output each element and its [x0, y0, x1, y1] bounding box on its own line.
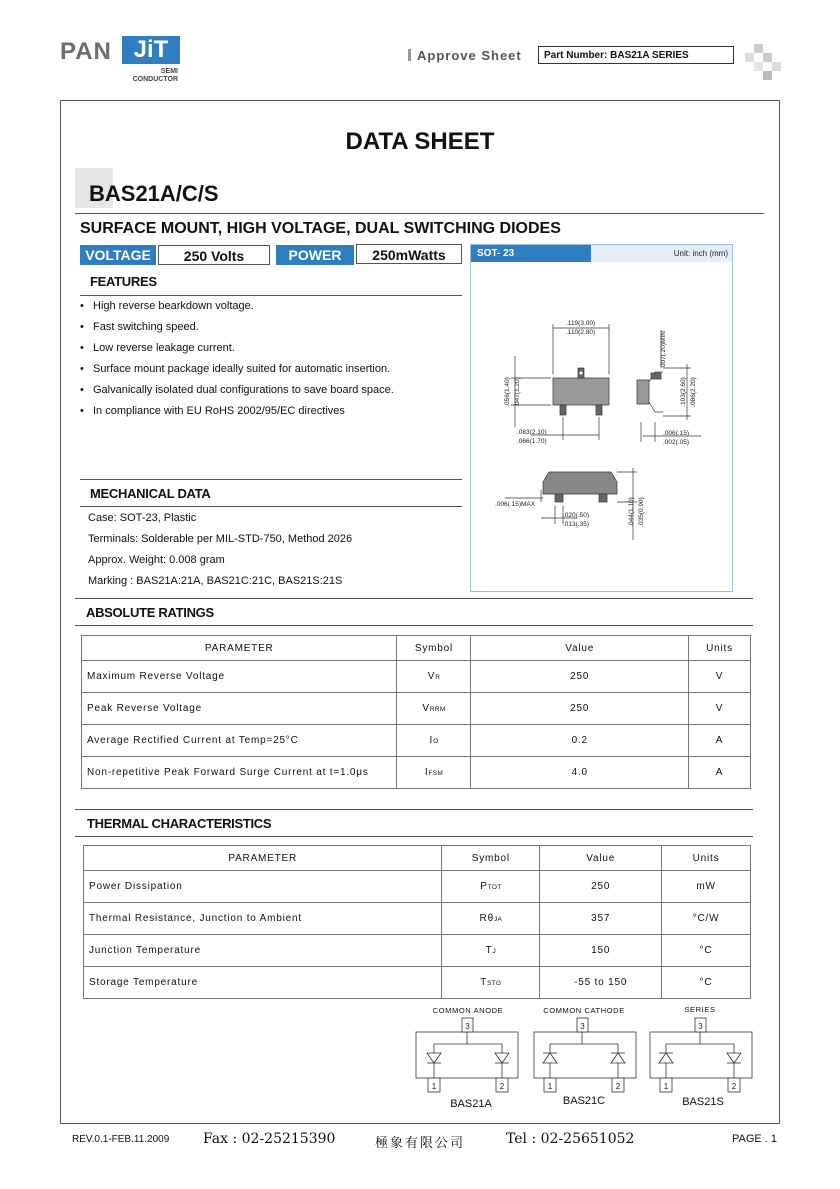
dim-body-h2: .035(0.90)	[638, 497, 645, 527]
package-header	[471, 245, 732, 262]
param-cell: Storage Temperature	[84, 967, 442, 999]
dim-w-top1: .119(3.00)	[566, 320, 596, 327]
absolute-heading: ABSOLUTE RATINGS	[86, 605, 214, 620]
divider	[75, 625, 753, 626]
pattern-square	[763, 53, 772, 62]
table-row	[84, 935, 751, 967]
dim-side-h1: .103(2.60)	[680, 377, 687, 407]
lead-br	[596, 405, 602, 415]
unit-cell: A	[689, 725, 751, 757]
absolute-ratings-table	[81, 635, 751, 789]
page-number: PAGE . 1	[732, 1133, 778, 1145]
logo-subtitle	[124, 68, 178, 84]
revision-label: REV.0.1-FEB.11.2009	[72, 1134, 170, 1145]
logo-accent: JiT	[122, 36, 180, 64]
circuit-label: BAS21S	[682, 1096, 724, 1108]
page-title: DATA SHEET	[345, 128, 495, 155]
pin-label: 2	[499, 1082, 505, 1091]
pattern-square	[754, 44, 763, 53]
divider	[75, 598, 753, 599]
dim-lead2: .002(.05)	[663, 439, 690, 446]
tel-number: Tel : 02-25651052	[506, 1131, 635, 1147]
logo-sub1: SEMI	[160, 68, 178, 75]
pin-label: 2	[731, 1082, 737, 1091]
package-body-front	[543, 472, 617, 494]
feature-text: Low reverse leakage current.	[93, 342, 235, 354]
table-header-row	[84, 846, 751, 871]
pattern-square	[754, 62, 763, 71]
lead-bl	[560, 405, 566, 415]
table-row	[82, 661, 751, 693]
dim-pad-min: .007(.20)MIN	[660, 331, 667, 369]
fax-number: Fax : 02-25215390	[203, 1131, 336, 1147]
col-header: Value	[540, 846, 662, 871]
circuit-diagrams	[410, 1014, 760, 1094]
feature-text: Fast switching speed.	[93, 321, 199, 333]
circuit-label: BAS21C	[562, 1095, 606, 1107]
param-cell: Junction Temperature	[84, 935, 442, 967]
divider	[75, 836, 753, 837]
dim-lead1: .006(.15)	[663, 430, 690, 437]
feature-item: • In compliance with EU RoHS 2002/95/EC directives	[80, 405, 345, 417]
divider	[80, 506, 462, 507]
panjit-logo	[60, 38, 190, 88]
table-row	[84, 967, 751, 999]
symbol-cell: IO	[397, 725, 471, 757]
dim-body-h1: .044(1.10)	[628, 497, 635, 527]
package-body-top	[553, 378, 609, 405]
value-cell: 250	[471, 693, 689, 725]
col-header: Units	[689, 636, 751, 661]
dim-w-bot1: .083(2.10)	[517, 429, 547, 436]
pattern-square	[745, 53, 754, 62]
symbol-cell: PTOT	[442, 871, 540, 903]
divider	[75, 213, 764, 214]
dim-h-left1: .056(1.40)	[504, 377, 511, 407]
feature-item: • High reverse bearkdown voltage.	[80, 300, 254, 312]
power-label: POWER	[276, 245, 354, 265]
unit-cell: A	[689, 757, 751, 789]
pin-label: 3	[465, 1022, 470, 1031]
package-name: SOT- 23	[471, 245, 591, 262]
dim-lead-w1: .020(.50)	[563, 512, 590, 519]
pattern-square	[772, 62, 781, 71]
mechanical-item: Case: SOT-23, Plastic	[88, 512, 197, 524]
power-value: 250mWatts	[356, 244, 462, 264]
feature-item: • Galvanically isolated dual configurations to save board space.	[80, 384, 394, 396]
feature-text: In compliance with EU RoHS 2002/95/EC directives	[93, 405, 345, 417]
symbol-cell: VR	[397, 661, 471, 693]
col-header: Units	[662, 846, 751, 871]
table-row	[82, 725, 751, 757]
feature-text: Galvanically isolated dual configurations to save board space.	[93, 384, 394, 396]
circuit-title: COMMON ANODE	[432, 1006, 504, 1015]
feature-item: • Surface mount package ideally suited for automatic insertion.	[80, 363, 391, 375]
value-cell: 250	[540, 871, 662, 903]
pin-label: 1	[431, 1082, 437, 1091]
symbol-cell: RθJA	[442, 903, 540, 935]
thermal-heading: THERMAL CHARACTERISTICS	[87, 816, 272, 831]
mechanical-heading: MECHANICAL DATA	[90, 486, 211, 501]
dim-w-bot2: .066(1.70)	[517, 438, 547, 445]
pin-label: 3	[580, 1022, 585, 1031]
package-body-side	[637, 380, 649, 404]
symbol-cell: IFSM	[397, 757, 471, 789]
voltage-label: VOLTAGE	[80, 245, 156, 265]
table-row	[82, 757, 751, 789]
feature-item: • Fast switching speed.	[80, 321, 199, 333]
part-number-box: Part Number: BAS21A SERIES	[538, 46, 734, 64]
divider	[80, 479, 462, 480]
company-name: 極象有限公司	[375, 1136, 466, 1151]
unit-cell: °C	[662, 935, 751, 967]
value-cell: 357	[540, 903, 662, 935]
package-drawing	[471, 262, 734, 592]
mechanical-item: Terminals: Solderable per MIL-STD-750, Method 2026	[88, 533, 353, 545]
col-header: PARAMETER	[82, 636, 397, 661]
circuit-title: SERIES	[684, 1005, 716, 1014]
param-cell: Average Rectified Current at Temp=25°C	[82, 725, 397, 757]
divider	[80, 295, 462, 296]
table-row	[84, 903, 751, 935]
unit-cell: V	[689, 661, 751, 693]
part-number-heading: BAS21A/C/S	[89, 181, 219, 206]
col-header: Value	[471, 636, 689, 661]
value-cell: 150	[540, 935, 662, 967]
features-heading: FEATURES	[90, 274, 157, 289]
pin-label: 3	[698, 1022, 703, 1031]
circuit-title: COMMON CATHODE	[543, 1006, 625, 1015]
logo-main: PAN	[60, 38, 112, 65]
param-cell: Power Dissipation	[84, 871, 442, 903]
unit-cell: °C	[662, 967, 751, 999]
pin-label: 1	[663, 1082, 669, 1091]
table-row	[82, 693, 751, 725]
package-outline-box	[470, 244, 733, 592]
dim-max-lead: .006(.15)MAX	[495, 501, 536, 508]
dim-h-left2: .047(1.20)	[514, 377, 521, 407]
symbol-cell: TJ	[442, 935, 540, 967]
logo-sub2: CONDUCTOR	[132, 76, 178, 83]
package-unit: Unit: inch (mm)	[673, 249, 728, 258]
unit-cell: °C/W	[662, 903, 751, 935]
value-cell: 250	[471, 661, 689, 693]
col-header: Symbol	[442, 846, 540, 871]
pattern-square	[763, 71, 772, 80]
param-cell: Peak Reverse Voltage	[82, 693, 397, 725]
feature-item: • Low reverse leakage current.	[80, 342, 235, 354]
thermal-table	[83, 845, 751, 999]
table-header-row	[82, 636, 751, 661]
pin-label: 1	[547, 1082, 553, 1091]
param-cell: Non-repetitive Peak Forward Surge Current at t=1.0μs	[82, 757, 397, 789]
mechanical-item: Marking : BAS21A:21A, BAS21C:21C, BAS21S:21S	[88, 575, 343, 587]
divider	[75, 809, 753, 810]
approve-bar	[408, 49, 411, 61]
value-cell: 0.2	[471, 725, 689, 757]
symbol-cell: VRRM	[397, 693, 471, 725]
dim-w-top2: .110(2.80)	[566, 329, 596, 336]
dim-lead-w2: .013(.35)	[563, 521, 590, 528]
param-cell: Maximum Reverse Voltage	[82, 661, 397, 693]
dim-side-h2: .086(2.20)	[690, 377, 697, 407]
symbol-cell: TSTG	[442, 967, 540, 999]
value-cell: 4.0	[471, 757, 689, 789]
approve-sheet-label	[408, 48, 522, 63]
pin-label: 2	[615, 1082, 621, 1091]
param-cell: Thermal Resistance, Junction to Ambient	[84, 903, 442, 935]
col-header: PARAMETER	[84, 846, 442, 871]
table-row	[84, 871, 751, 903]
value-cell: -55 to 150	[540, 967, 662, 999]
feature-text: High reverse bearkdown voltage.	[93, 300, 254, 312]
mechanical-item: Approx. Weight: 0.008 gram	[88, 554, 225, 566]
approve-text: Approve Sheet	[417, 48, 522, 63]
product-subtitle: SURFACE MOUNT, HIGH VOLTAGE, DUAL SWITCHING DIODES	[80, 220, 561, 237]
voltage-value: 250 Volts	[158, 245, 270, 265]
circuit-label: BAS21A	[450, 1098, 492, 1110]
feature-text: Surface mount package ideally suited for automatic insertion.	[93, 363, 391, 375]
unit-cell: V	[689, 693, 751, 725]
col-header: Symbol	[397, 636, 471, 661]
unit-cell: mW	[662, 871, 751, 903]
